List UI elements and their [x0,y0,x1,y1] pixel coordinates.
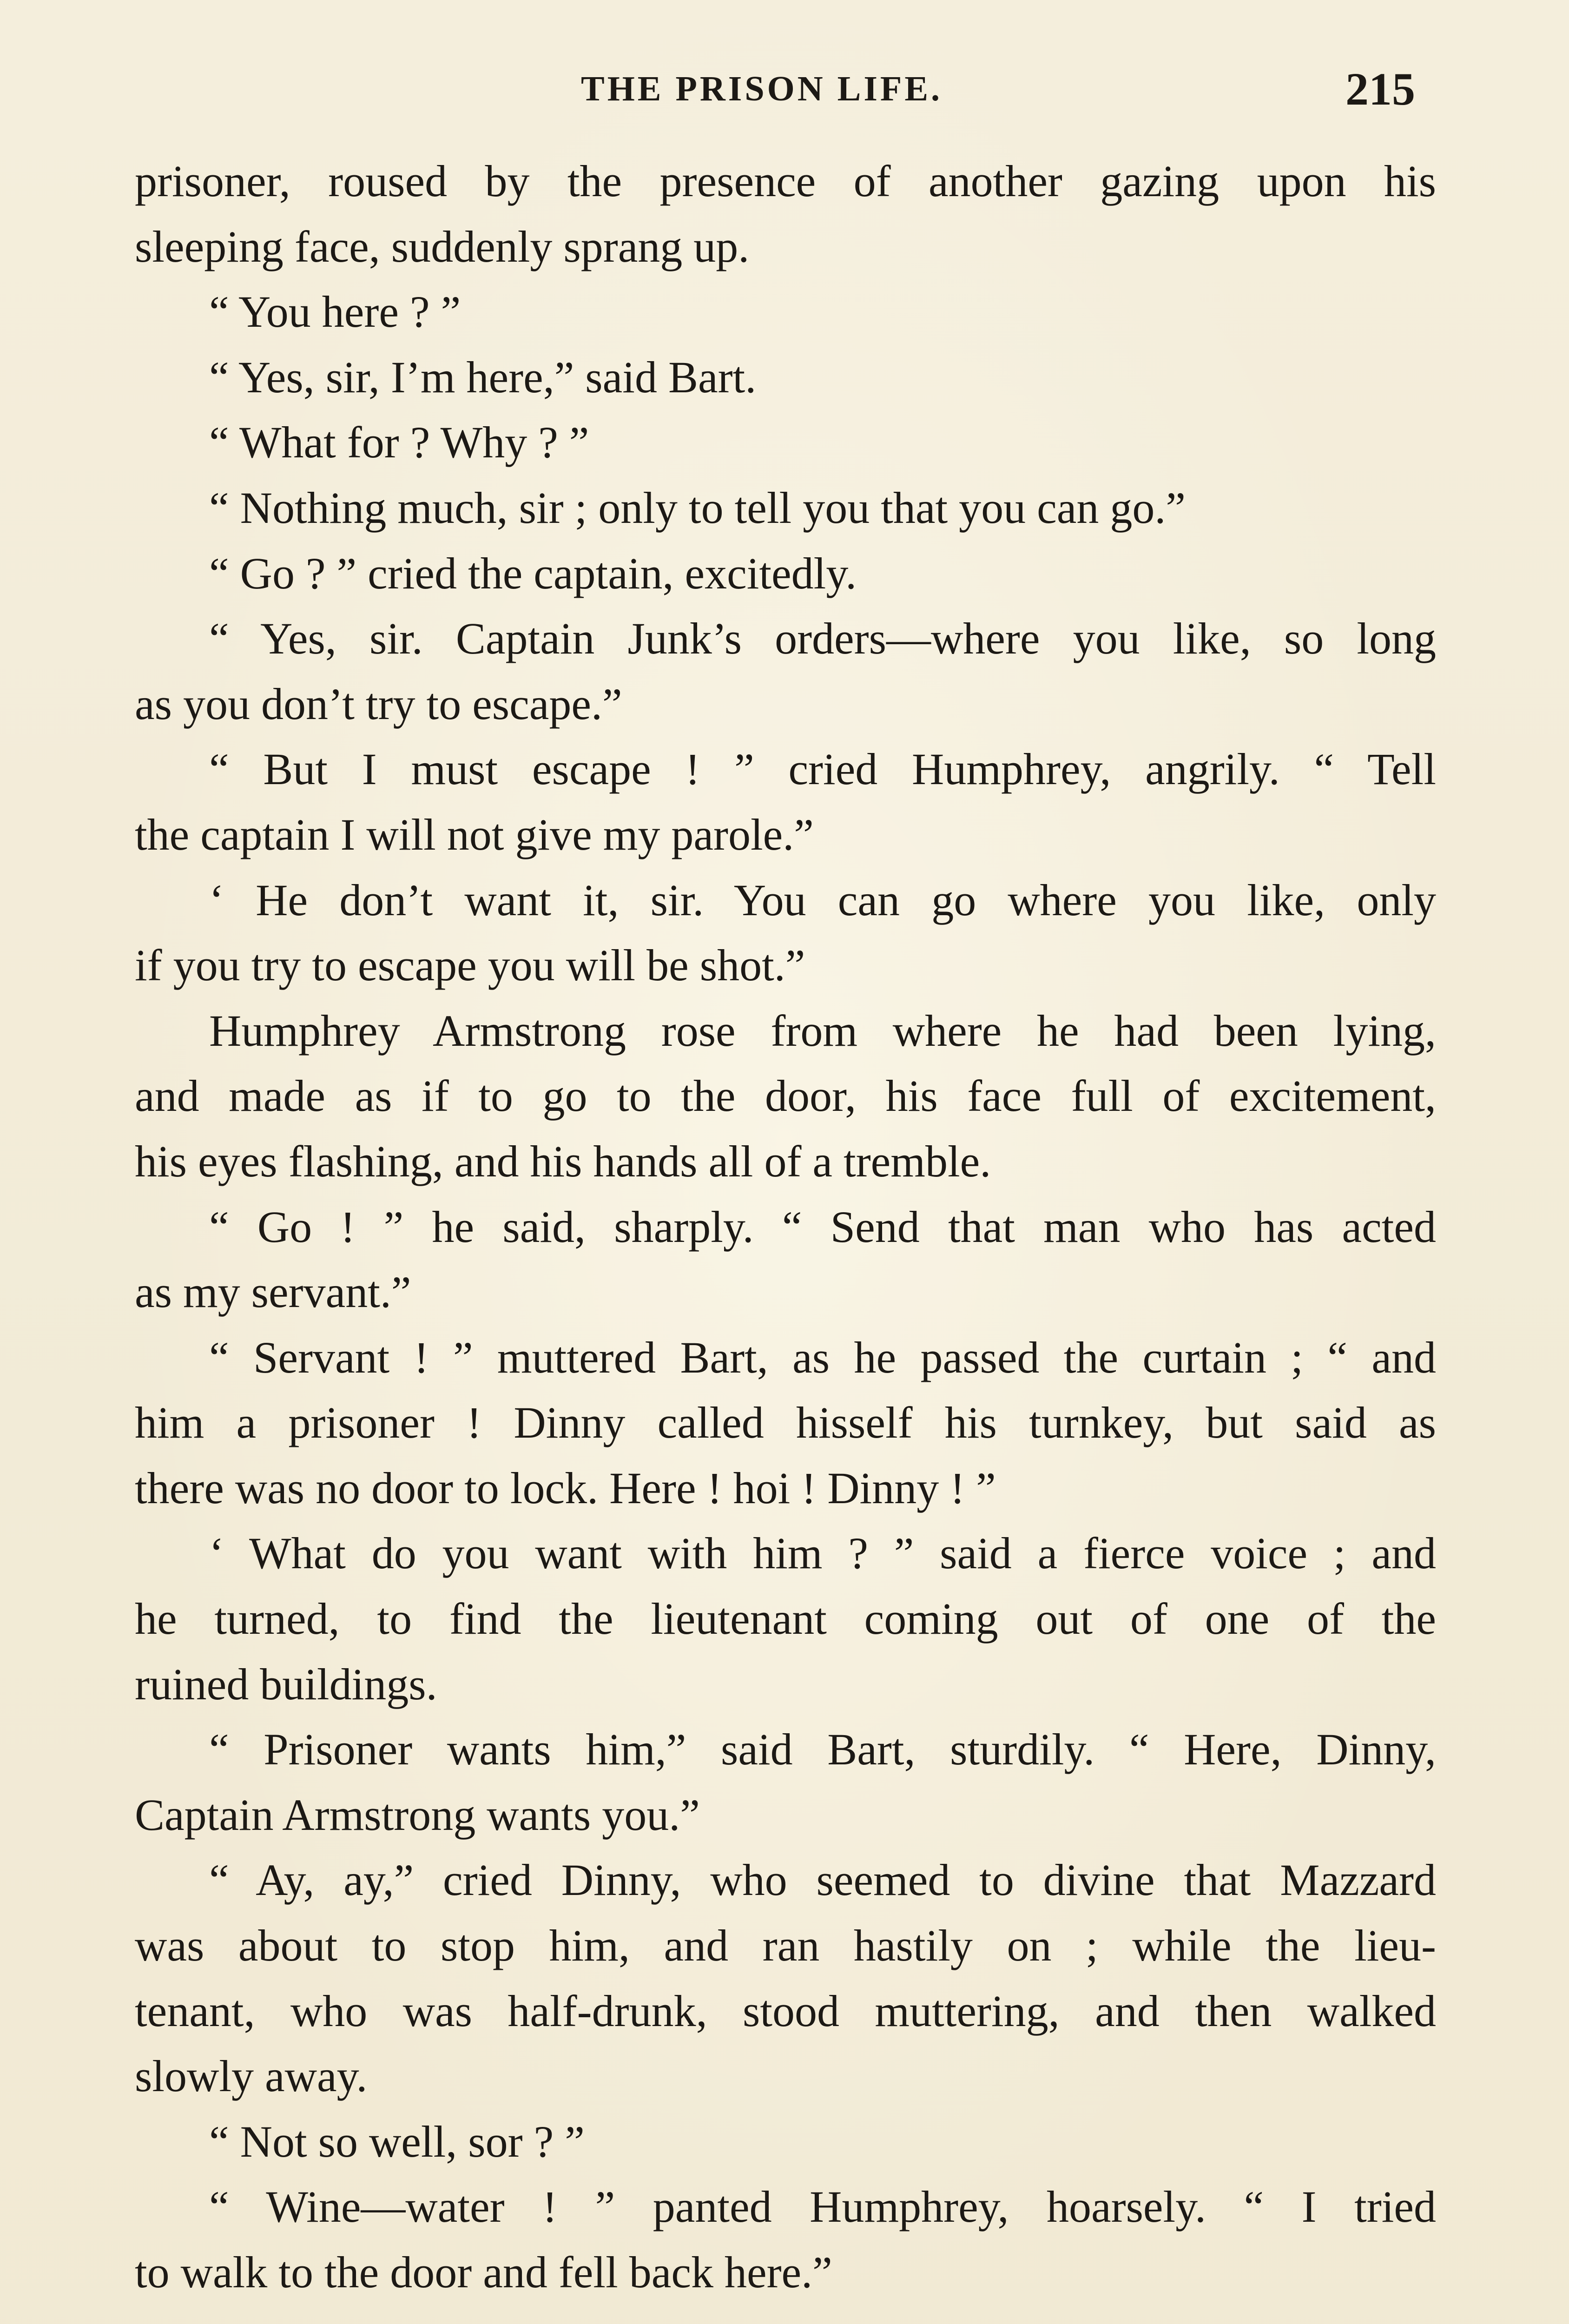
text-line: “ Servant ! ” muttered Bart, as he passed the curtain ; “ and [209,1332,1436,1382]
text-line: “ But I must escape ! ” cried Humphrey, angrily. “ Tell [209,744,1436,794]
text-line: “ Not so well, sor ? ” [209,2116,585,2166]
running-head: THE PRISON LIFE. [581,69,943,108]
text-line: if you try to escape you will be shot.” [135,940,805,990]
text-line: “ Yes, sir, I’m here,” said Bart. [209,352,757,402]
text-line: as my servant.” [135,1267,411,1317]
text-line: there was no door to lock. Here ! hoi ! Dinny ! ” [135,1463,996,1513]
text-line: prisoner, roused by the presence of another gazing upon his [135,156,1436,206]
text-line: “ Go ! ” he said, sharply. “ Send that man who has acted [209,1202,1436,1252]
page-header [0,63,1569,125]
text-line: ruined buildings. [135,1659,437,1709]
text-line: was about to stop him, and ran hastily on ; while the lieu- [135,1921,1436,1971]
page-number: 215 [1345,63,1415,115]
text-line: his eyes flashing, and his hands all of a tremble. [135,1136,991,1186]
text-line: slowly away. [135,2051,368,2101]
text-line: “ Wine—water ! ” panted Humphrey, hoarsely. “ I tried [209,2182,1436,2232]
text-line: “ Yes, sir. Captain Junk’s orders—where you like, so long [209,614,1436,664]
text-line: “ Go ? ” cried the captain, excitedly. [209,548,857,598]
text-line: and made as if to go to the door, his face full of excitement, [135,1071,1436,1121]
text-line: Captain Armstrong wants you.” [135,1789,700,1840]
text-line: as you don’t try to escape.” [135,679,622,729]
text-line: the captain I will not give my parole.” [135,809,814,859]
body-text [135,149,1436,2305]
text-line: he turned, to find the lieutenant coming out of one of the [135,1594,1436,1644]
text-line: “ What for ? Why ? ” [209,417,589,468]
text-line: sleeping face, suddenly sprang up. [135,221,750,271]
text-line: Humphrey Armstrong rose from where he had been lying, [209,1005,1436,1056]
text-line: tenant, who was half-drunk, stood muttering, and then walked [135,1986,1436,2036]
text-line: ‘ What do you want with him ? ” said a fierce voice ; and [209,1528,1436,1578]
text-line: ‘ He don’t want it, sir. You can go where you like, only [209,875,1436,925]
text-line: “ Nothing much, sir ; only to tell you that you can go.” [209,482,1186,533]
text-line: “ Prisoner wants him,” said Bart, sturdily. “ Here, Dinny, [209,1724,1436,1775]
text-line: him a prisoner ! Dinny called hisself his turnkey, but said as [135,1398,1436,1448]
text-line: “ Ay, ay,” cried Dinny, who seemed to divine that Mazzard [209,1855,1436,1905]
text-line: to walk to the door and fell back here.” [135,2247,832,2297]
text-line: “ You here ? ” [209,287,461,337]
